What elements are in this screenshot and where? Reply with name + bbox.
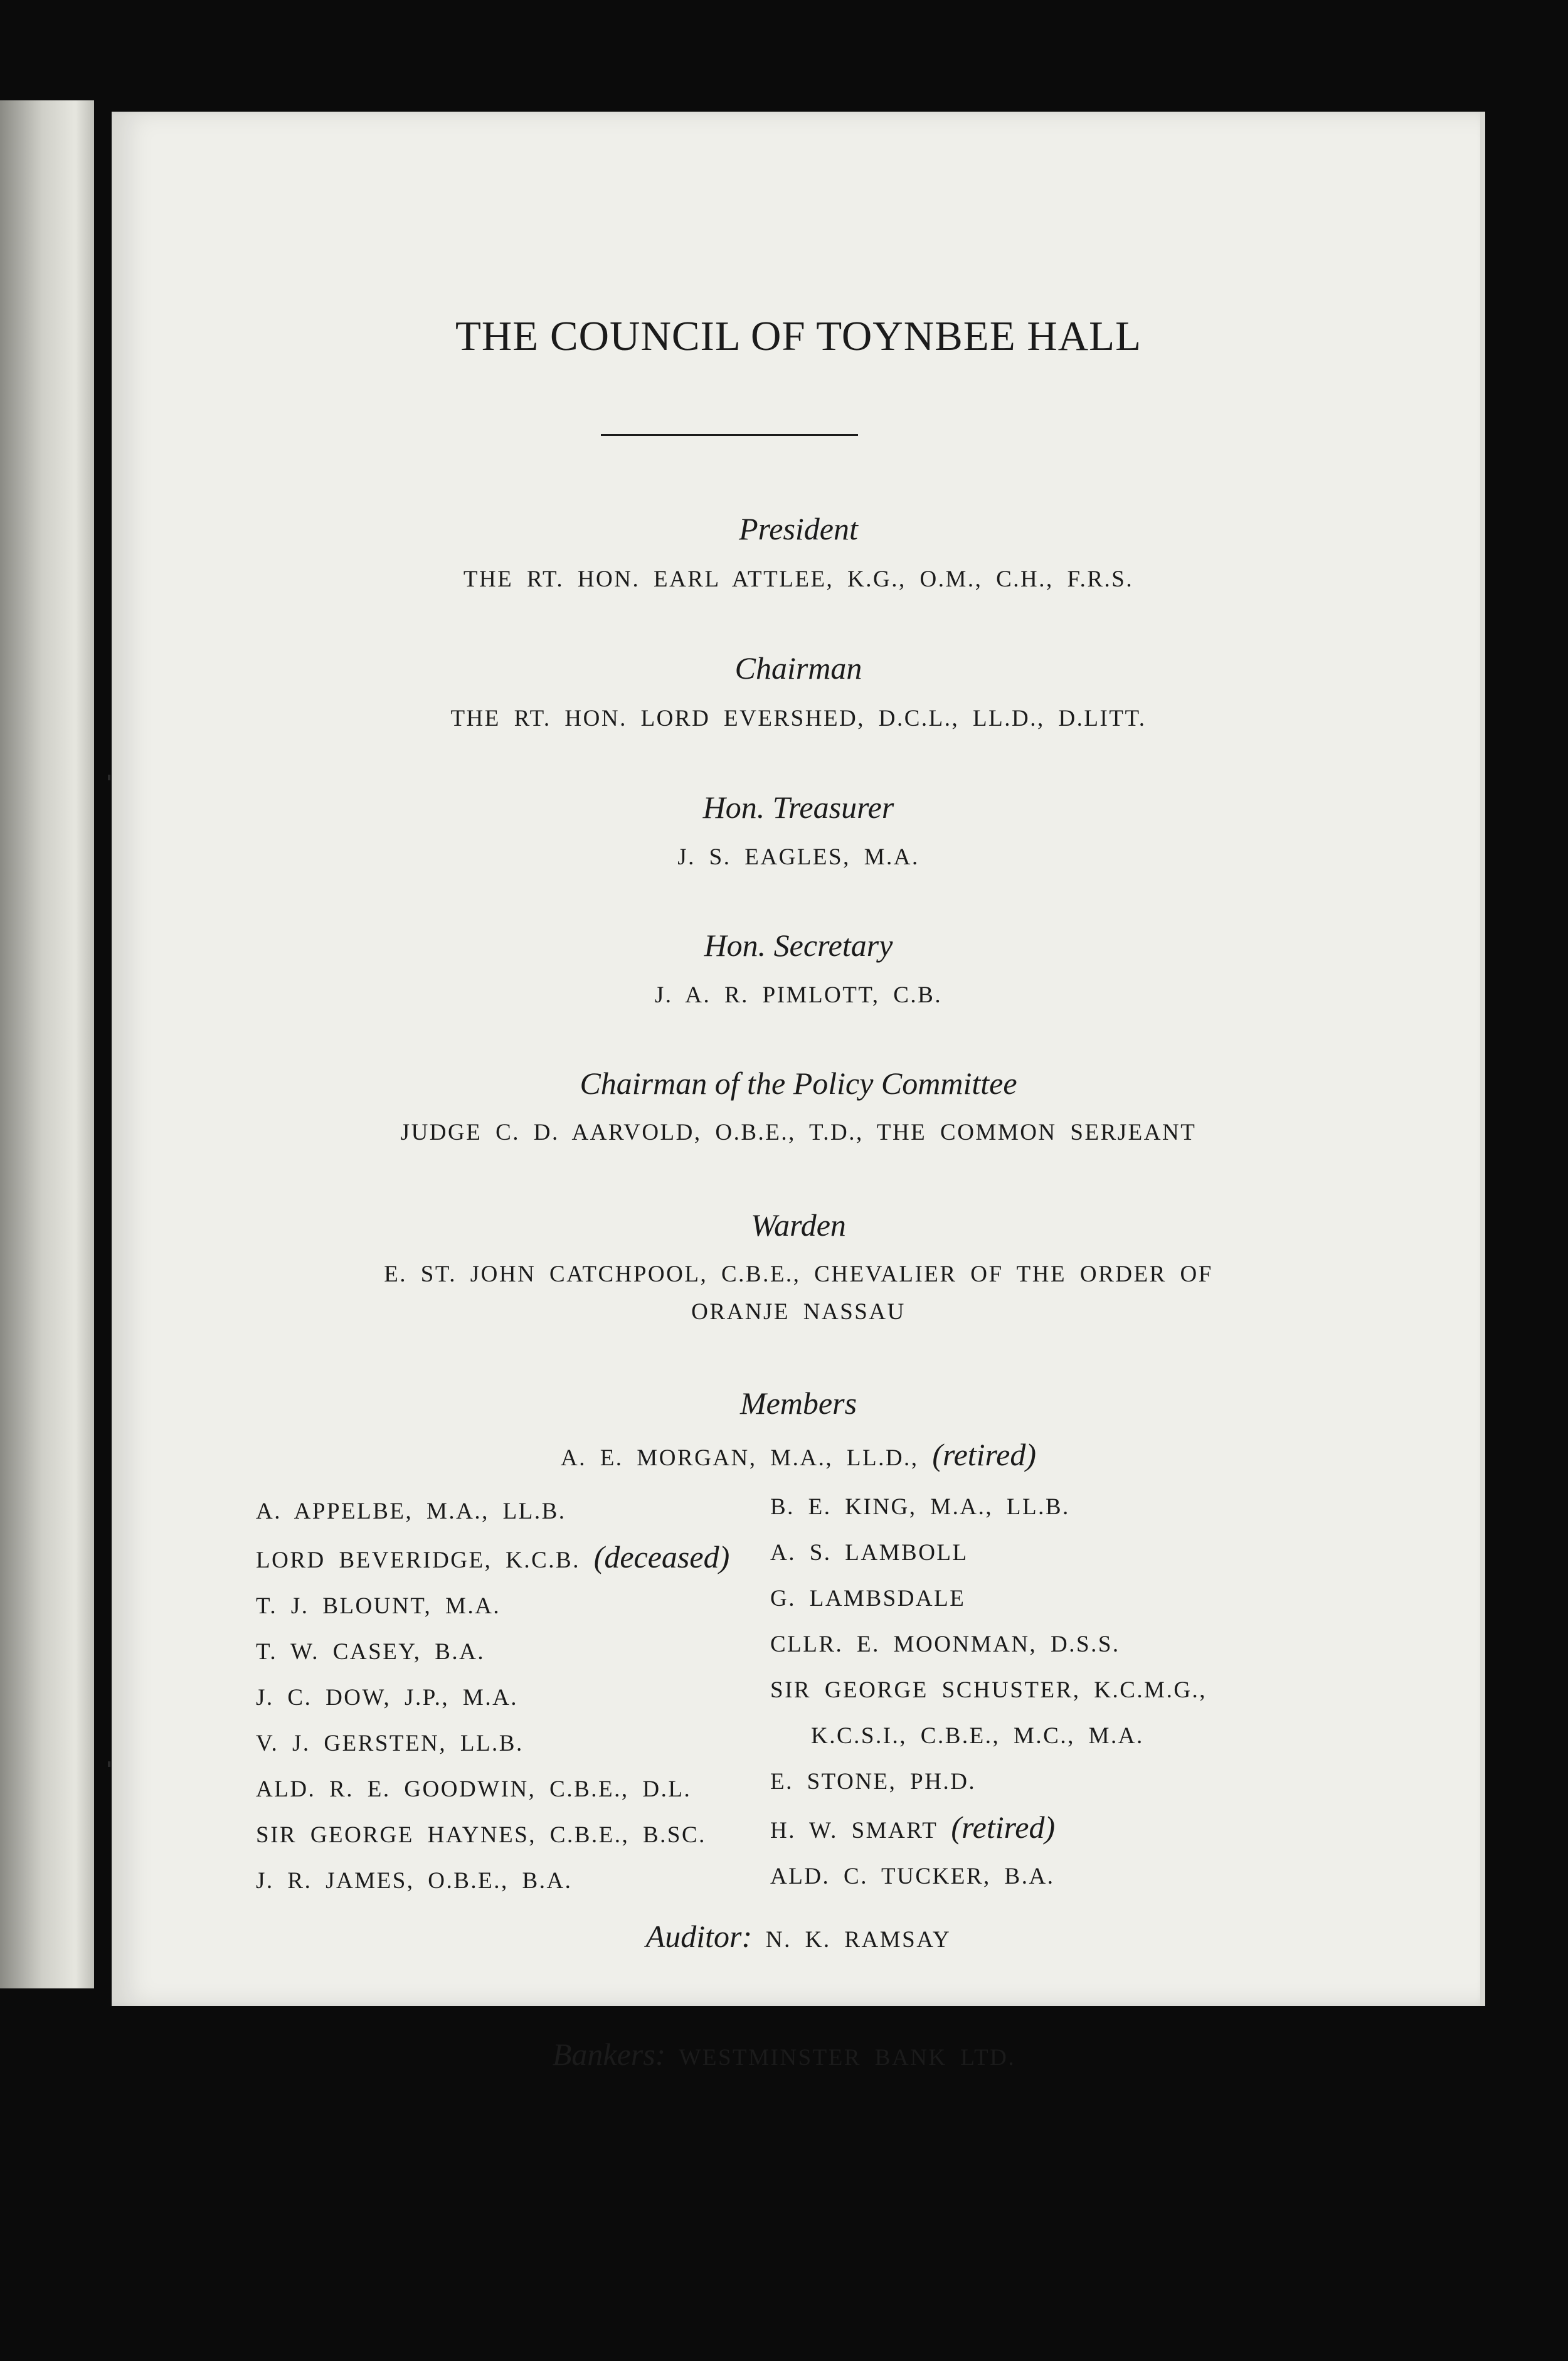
member-name: G. LAMBSDALE [770,1586,966,1611]
member-note: (retired) [951,1810,1056,1845]
facing-page-edge [0,100,94,1988]
member-name: A. S. LAMBOLL [770,1540,968,1566]
member-name: T. J. BLOUNT, M.A. [256,1593,501,1619]
member-name: J. R. JAMES, O.B.E., B.A. [256,1868,573,1894]
member-entry [256,1534,729,1583]
member-name: V. J. GERSTEN, LL.B. [256,1731,524,1756]
member-name: E. STONE, PH.D. [770,1769,977,1795]
member-name: B. E. KING, M.A., LL.B. [770,1494,1070,1520]
page-edge [1480,112,1485,2006]
section-heading-secretary: Hon. Secretary [704,928,893,963]
margin-mark [108,1761,110,1767]
member-name: J. C. DOW, J.P., M.A. [256,1685,519,1711]
member-note: (retired) [932,1437,1036,1472]
member-name: ALD. R. E. GOODWIN, C.B.E., D.L. [256,1776,692,1802]
section-heading-chairman: Chairman [734,650,862,686]
document-page [112,112,1485,2006]
title-divider [601,434,858,436]
treasurer-name: J. S. EAGLES, M.A. [677,844,919,870]
member-name: LORD BEVERIDGE, K.C.B. [256,1547,580,1573]
member-name: H. W. SMART [770,1818,938,1844]
member-name: A. APPELBE, M.A., LL.B. [256,1499,566,1524]
members-left-column [256,1488,729,1904]
bankers-line [0,2036,1568,2072]
members-right-column [770,1484,1207,1899]
auditor-label: Auditor: [645,1919,753,1954]
bankers-label: Bankers: [552,2037,666,2072]
section-heading-warden: Warden [751,1207,846,1243]
section-heading-president: President [739,511,858,546]
member-entry [770,1854,1207,1899]
member-entry [256,1629,729,1675]
section-heading-treasurer: Hon. Treasurer [702,790,894,825]
member-entry [770,1530,1207,1576]
president-name: THE RT. HON. EARL ATTLEE, K.G., O.M., C.H., F.R.S. [463,566,1134,592]
warden-name-line-2: ORANJE NASSAU [691,1299,906,1325]
member-name: K.C.S.I., C.B.E., M.C., M.A. [811,1723,1144,1749]
member-entry [770,1667,1207,1713]
member-name: SIR GEORGE SCHUSTER, K.C.M.G., [770,1677,1207,1703]
member-entry [256,1721,729,1766]
page-title: THE COUNCIL OF TOYNBEE HALL [455,313,1142,359]
secretary-name: J. A. R. PIMLOTT, C.B. [654,982,943,1008]
member-name: A. E. MORGAN, M.A., LL.D., [560,1445,919,1471]
chairman-name: THE RT. HON. LORD EVERSHED, D.C.L., LL.D., D.LITT. [450,706,1147,731]
warden-name-line-1: E. ST. JOHN CATCHPOOL, C.B.E., CHEVALIER OF THE ORDER OF [384,1261,1213,1287]
member-entry [770,1759,1207,1805]
member-entry [256,1488,729,1534]
member-entry [770,1576,1207,1621]
member-entry [256,1583,729,1629]
member-name: SIR GEORGE HAYNES, C.B.E., B.SC. [256,1822,706,1848]
member-name: CLLR. E. MOONMAN, D.S.S. [770,1631,1120,1657]
auditor-line [112,1918,1485,1955]
member-entry [256,1812,729,1858]
member-entry [770,1484,1207,1530]
member-lead [112,1436,1485,1473]
member-entry [256,1766,729,1812]
section-heading-policy-committee: Chairman of the Policy Committee [580,1066,1017,1101]
member-note: (deceased) [593,1539,730,1574]
section-heading-members: Members [739,1386,857,1421]
member-entry [256,1675,729,1721]
member-entry [770,1621,1207,1667]
margin-mark [108,775,110,780]
policy-committee-chairman-name: JUDGE C. D. AARVOLD, O.B.E., T.D., THE COMMON SERJEANT [400,1120,1197,1145]
member-entry [770,1713,1207,1759]
auditor-value: N. K. RAMSAY [765,1927,951,1953]
bankers-value: WESTMINSTER BANK LTD. [679,2045,1016,2071]
member-entry [770,1805,1207,1854]
member-name: T. W. CASEY, B.A. [256,1639,485,1665]
member-name: ALD. C. TUCKER, B.A. [770,1864,1055,1889]
member-entry [256,1858,729,1904]
